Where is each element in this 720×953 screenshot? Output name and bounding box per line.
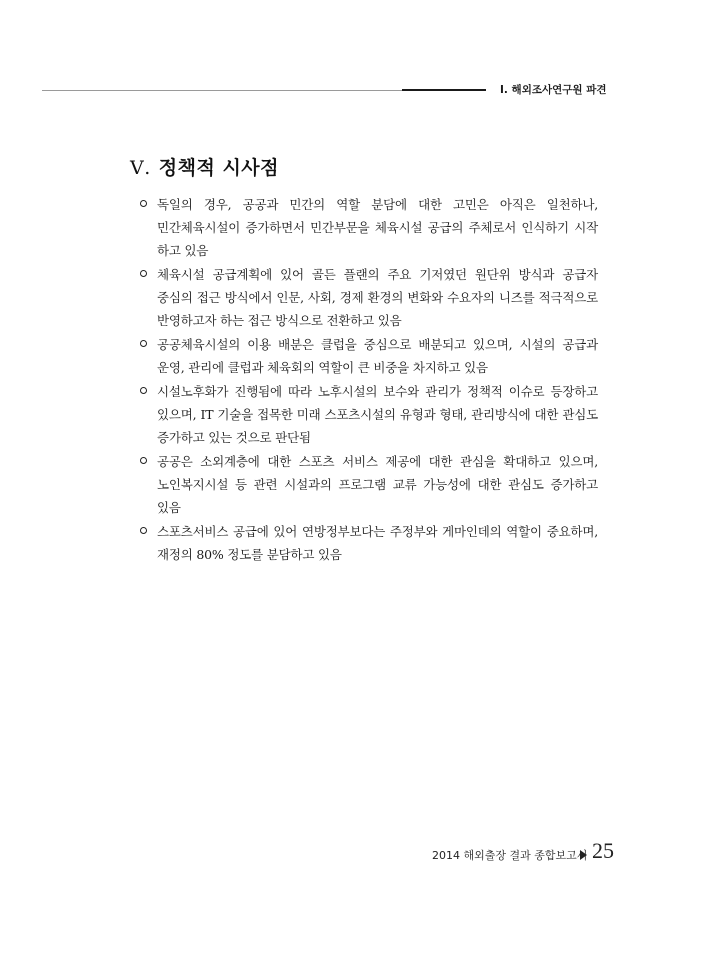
list-item (140, 333, 598, 379)
section-heading (130, 153, 279, 180)
bullet-circle-icon (140, 270, 147, 277)
header-rule-thin (42, 90, 402, 91)
running-header-title: Ⅰ. 해외조사연구원 파견 (500, 84, 607, 96)
page-number: 25 (592, 838, 614, 863)
list-item (140, 450, 598, 519)
list-item (140, 263, 598, 332)
bullet-circle-icon (140, 387, 147, 394)
bullet-circle-icon (140, 527, 147, 534)
bullet-circle-icon (140, 457, 147, 464)
list-item-text: 시설노후화가 진행됨에 따라 노후시설의 보수와 관리가 정책적 이슈로 등장하고 있으며, IT 기술을 접목한 미래 스포츠시설의 유형과 형태, 관리방식에 대한 관심도 증가하고 있는 것으로 판단됨 (157, 384, 598, 445)
triangle-right-icon (580, 850, 587, 860)
list-item (140, 520, 598, 566)
list-item-text: 체육시설 공급계획에 있어 골든 플랜의 주요 기저였던 원단위 방식과 공급자 중심의 접근 방식에서 인문, 사회, 경제 환경의 변화와 수요자의 니즈를 적극적으로 반영하고자 하는 접근 방식으로 전환하고 있음 (157, 267, 598, 328)
list-item-text: 공공체육시설의 이용 배분은 클럽을 중심으로 배분되고 있으며, 시설의 공급과 운영, 관리에 클럽과 체육회의 역할이 큰 비중을 차지하고 있음 (157, 337, 598, 375)
list-item-text: 스포츠서비스 공급에 있어 연방정부보다는 주정부와 게마인데의 역할이 중요하며, 재정의 80% 정도를 분담하고 있음 (157, 524, 598, 562)
section-number: Ⅴ. (130, 157, 151, 179)
list-item (140, 193, 598, 262)
footer-report-title: 2014 해외출장 결과 종합보고서 (432, 849, 588, 862)
page-footer (420, 838, 620, 868)
header-rule-thick (402, 89, 486, 91)
list-item-text: 공공은 소외계층에 대한 스포츠 서비스 제공에 대한 관심을 확대하고 있으며, 노인복지시설 등 관련 시설과의 프로그램 교류 가능성에 대한 관심도 증가하고 있음 (157, 454, 598, 515)
policy-implications-list (140, 193, 598, 567)
list-item (140, 380, 598, 449)
bullet-circle-icon (140, 340, 147, 347)
bullet-circle-icon (140, 200, 147, 207)
section-title-text: 정책적 시사점 (158, 157, 280, 179)
list-item-text: 독일의 경우, 공공과 민간의 역할 분담에 대한 고민은 아직은 일천하나, 민간체육시설이 증가하면서 민간부문을 체육시설 공급의 주체로서 인식하기 시작 하고 있음 (157, 197, 598, 258)
